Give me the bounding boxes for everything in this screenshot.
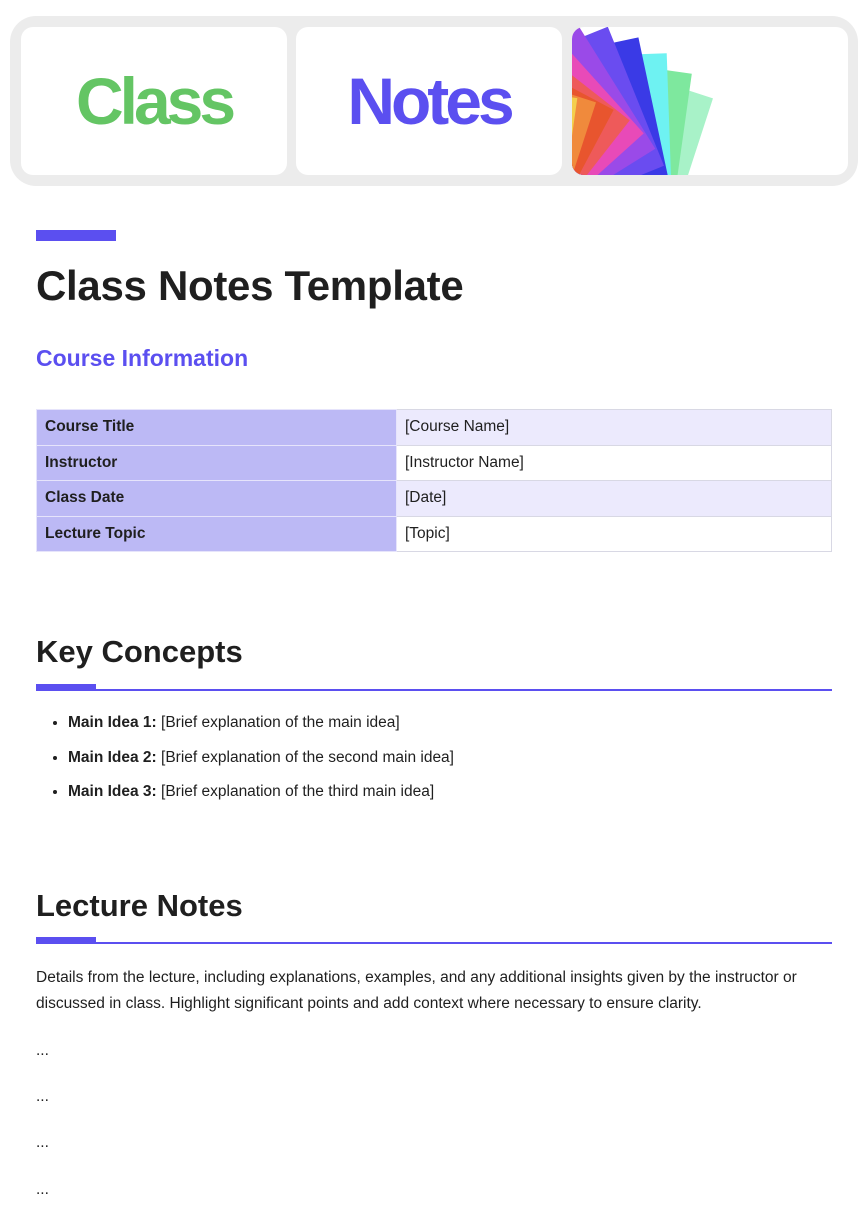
- course-information-table: [36, 409, 832, 552]
- course-title-label: Course Title: [37, 410, 397, 446]
- notes-word-tile: [296, 27, 562, 175]
- notes-placeholder[interactable]: ...: [36, 1088, 49, 1105]
- list-item: [68, 712, 454, 747]
- header-banner: [10, 16, 858, 186]
- lecture-topic-value[interactable]: [Topic]: [397, 516, 832, 552]
- main-idea-1-label: Main Idea 1:: [68, 714, 157, 731]
- lecture-notes-divider: [36, 942, 832, 944]
- table-row: [37, 445, 832, 481]
- list-item: [68, 747, 454, 782]
- class-word: Class: [75, 64, 233, 138]
- key-concepts-divider: [36, 689, 832, 691]
- notes-placeholder[interactable]: ...: [36, 1134, 49, 1151]
- notes-placeholder[interactable]: ...: [36, 1181, 49, 1198]
- paper-fan-tile: [572, 27, 848, 175]
- key-concepts-divider-accent: [36, 684, 96, 690]
- class-word-tile: [21, 27, 287, 175]
- title-accent-bar: [36, 230, 116, 241]
- class-date-label: Class Date: [37, 481, 397, 517]
- list-item: [68, 781, 454, 816]
- main-idea-2-label: Main Idea 2:: [68, 748, 157, 766]
- main-idea-1-text: [Brief explanation of the main idea]: [156, 714, 400, 731]
- main-idea-2-text: [Brief explanation of the second main idea]: [156, 748, 454, 766]
- lecture-notes-paragraph: Details from the lecture, including explanations, examples, and any additional insights given by the instructor or discussed in class. Highlight significant points and add context where necessary to ensure clarity.: [36, 969, 797, 1012]
- table-row: [37, 516, 832, 552]
- instructor-value[interactable]: [Instructor Name]: [397, 445, 832, 481]
- table-row: [37, 481, 832, 517]
- key-concepts-heading: Key Concepts: [36, 634, 243, 669]
- lecture-notes-divider-accent: [36, 937, 96, 943]
- key-concepts-list: [36, 712, 454, 816]
- course-title-value[interactable]: [Course Name]: [397, 410, 832, 446]
- instructor-label: Instructor: [37, 445, 397, 481]
- notes-word: Notes: [347, 64, 511, 138]
- table-row: [37, 410, 832, 446]
- page-title: Class Notes Template: [36, 262, 464, 309]
- course-information-heading: Course Information: [36, 345, 249, 371]
- colorful-paper-fan-icon: [572, 27, 848, 175]
- notes-placeholder[interactable]: ...: [36, 1042, 49, 1059]
- main-idea-3-text: [Brief explanation of the third main idea]: [156, 783, 435, 800]
- main-idea-3-label: Main Idea 3:: [68, 783, 157, 800]
- lecture-topic-label: Lecture Topic: [37, 516, 397, 552]
- class-date-value[interactable]: [Date]: [397, 481, 832, 517]
- lecture-notes-heading: Lecture Notes: [36, 888, 243, 923]
